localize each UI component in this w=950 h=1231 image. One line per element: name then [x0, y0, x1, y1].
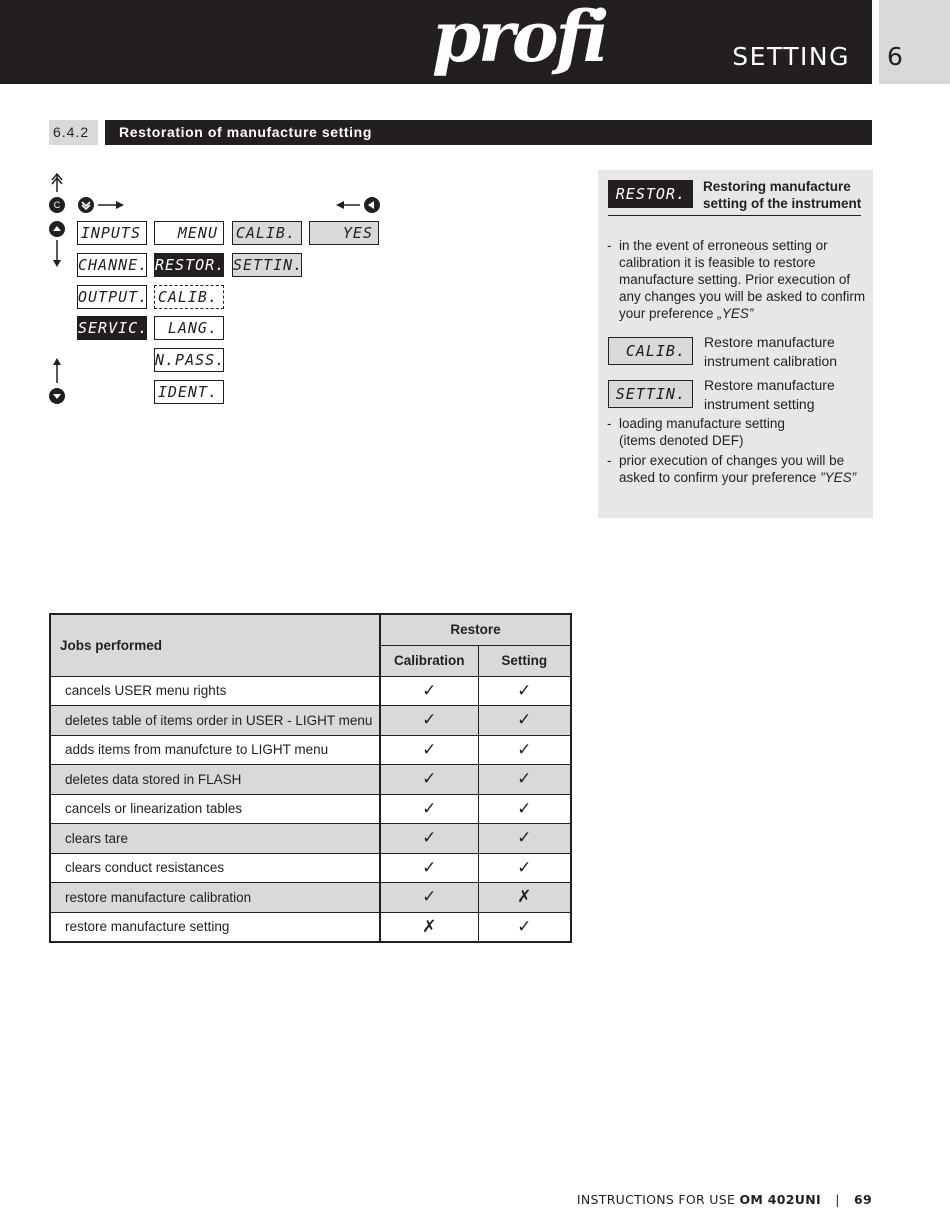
table-row	[50, 912, 571, 942]
menu-display-npass: N.PASS.	[154, 348, 224, 372]
menu-display-settin-option: SETTIN.	[232, 253, 302, 277]
table-row	[50, 853, 571, 883]
up-arrow-icon	[50, 172, 64, 192]
setting-mark: ✓	[478, 853, 571, 883]
restore-header: Restore	[380, 614, 571, 645]
panel-paragraph-2-line2: (items denoted DEF)	[619, 433, 744, 448]
brand-logo: profi	[432, 0, 607, 78]
table-row	[50, 735, 571, 765]
calibration-mark: ✓	[380, 706, 478, 736]
panel-paragraph-2	[619, 415, 867, 449]
c-key-icon: C	[49, 197, 65, 213]
table-row	[50, 794, 571, 824]
bullet-dash: -	[607, 238, 612, 253]
job-cell: clears conduct resistances	[50, 853, 380, 883]
calibration-mark: ✗	[380, 912, 478, 942]
enter-key-icon	[78, 197, 126, 213]
down-key-icon	[49, 388, 65, 404]
left-key-icon	[334, 197, 382, 213]
setting-mark: ✓	[478, 912, 571, 942]
page-footer	[577, 1192, 872, 1207]
panel-paragraph-3-text: prior execution of changes you will be asked to confirm your preference	[619, 453, 845, 485]
calibration-mark: ✓	[380, 824, 478, 854]
setting-mark: ✓	[478, 794, 571, 824]
menu-display-output: OUTPUT.	[77, 285, 147, 309]
setting-mark: ✓	[478, 706, 571, 736]
panel-calib-text: Restore manufacture instrument calibration	[704, 334, 838, 369]
bullet-dash: -	[607, 416, 612, 431]
jobs-header: Jobs performed	[50, 614, 380, 676]
panel-display-restor: RESTOR.	[608, 180, 693, 208]
section-number: 6.4.2	[49, 120, 98, 145]
panel-paragraph-2-line1: loading manufacture setting	[619, 416, 785, 431]
panel-heading: Restoring manufacture setting of the instrument	[703, 179, 862, 211]
job-cell: clears tare	[50, 824, 380, 854]
menu-display-restor: RESTOR.	[154, 253, 224, 277]
setting-mark: ✗	[478, 883, 571, 913]
footer-label: INSTRUCTIONS FOR USE	[576, 1192, 736, 1207]
calibration-mark: ✓	[380, 676, 478, 706]
restore-jobs-table	[49, 613, 572, 943]
footer-separator: |	[835, 1192, 840, 1207]
menu-display-ident: IDENT.	[154, 380, 224, 404]
menu-display-lang: LANG.	[154, 316, 224, 340]
panel-display-calib: CALIB.	[608, 337, 693, 365]
panel-divider	[608, 215, 861, 216]
job-cell: adds items from manufcture to LIGHT menu	[50, 735, 380, 765]
job-cell: deletes table of items order in USER - LIGHT menu	[50, 706, 380, 736]
table-row	[50, 706, 571, 736]
bullet-dash: -	[607, 453, 612, 468]
menu-display-yes: YES	[309, 221, 379, 245]
calibration-mark: ✓	[380, 735, 478, 765]
table-row	[50, 676, 571, 706]
chapter-number: 6	[887, 42, 903, 71]
setting-mark: ✓	[478, 735, 571, 765]
menu-display-calib-option: CALIB.	[232, 221, 302, 245]
calibration-mark: ✓	[380, 853, 478, 883]
calibration-mark: ✓	[380, 794, 478, 824]
down-arrow-icon	[50, 240, 64, 268]
chapter-title: SETTING	[732, 42, 850, 71]
job-cell: restore manufacture calibration	[50, 883, 380, 913]
panel-paragraph-1	[619, 237, 867, 322]
menu-display-calib: CALIB.	[154, 285, 224, 309]
info-panel	[598, 170, 873, 518]
panel-paragraph-1-text: in the event of erroneous setting or calibration it is feasible to restore manufacture setting. Prior execution of any changes you will be asked to confirm your preference	[619, 238, 866, 321]
panel-paragraph-3	[619, 452, 867, 486]
table-row	[50, 824, 571, 854]
page-number: 69	[854, 1192, 872, 1207]
setting-header: Setting	[478, 645, 571, 676]
job-cell: cancels or linearization tables	[50, 794, 380, 824]
job-cell: restore manufacture setting	[50, 912, 380, 942]
calibration-header: Calibration	[380, 645, 478, 676]
table-row	[50, 883, 571, 913]
job-cell: cancels USER menu rights	[50, 676, 380, 706]
section-title: Restoration of manufacture setting	[105, 120, 872, 145]
setting-mark: ✓	[478, 765, 571, 795]
menu-display-service: SERVIC.	[77, 316, 147, 340]
job-cell: deletes data stored in FLASH	[50, 765, 380, 795]
menu-display-inputs: INPUTS	[77, 221, 147, 245]
panel-paragraph-1-yes: „YES”	[717, 306, 754, 321]
menu-display-channel: CHANNE.	[77, 253, 147, 277]
panel-settin-text: Restore manufacture instrument setting	[704, 377, 835, 412]
menu-display-menu: MENU	[154, 221, 224, 245]
calibration-mark: ✓	[380, 883, 478, 913]
table-row	[50, 765, 571, 795]
calibration-mark: ✓	[380, 765, 478, 795]
setting-mark: ✓	[478, 676, 571, 706]
setting-mark: ✓	[478, 824, 571, 854]
panel-display-settin: SETTIN.	[608, 380, 693, 408]
footer-model: OM 402UNI	[739, 1192, 821, 1207]
up-key-icon	[49, 221, 65, 237]
panel-paragraph-3-yes: ”YES”	[820, 470, 857, 485]
up-arrow-icon	[50, 357, 64, 383]
